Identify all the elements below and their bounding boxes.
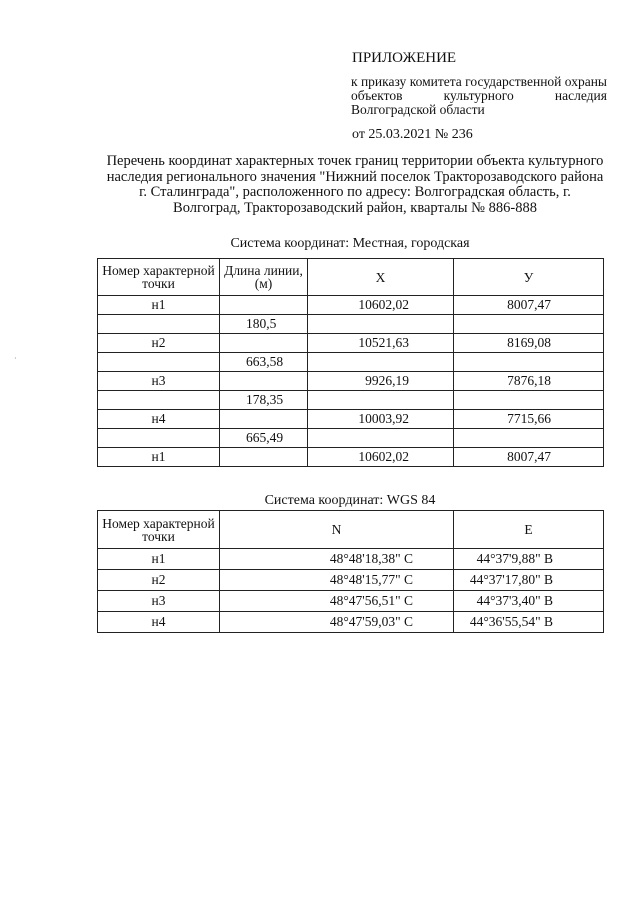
point-cell: н1 (98, 448, 220, 467)
length-cell (220, 372, 308, 391)
e-cell: 44°36'55,54" В (454, 612, 604, 633)
header-e: E (454, 511, 604, 549)
point-cell (98, 391, 220, 410)
local-coordinates-table (97, 258, 604, 467)
n-cell: 48°48'18,38" С (220, 549, 454, 570)
point-cell: н1 (98, 296, 220, 315)
document-title: Перечень координат характерных точек границ территории объекта культурного наследия регионального значения "Нижний поселок Тракторозаводского района г. Сталинграда", расположенного по адресу: Волгоградская область, г. Волгоград, Тракторозаводский район, кварталы № 886-888 (106, 153, 604, 216)
point-cell (98, 429, 220, 448)
length-cell (220, 448, 308, 467)
table-row (98, 429, 604, 448)
length-cell: 665,49 (220, 429, 308, 448)
length-cell: 178,35 (220, 391, 308, 410)
x-cell (308, 315, 454, 334)
table-row (98, 296, 604, 315)
x-cell: 9926,19 (308, 372, 454, 391)
length-cell: 180,5 (220, 315, 308, 334)
local-system-caption: Система координат: Местная, городская (230, 236, 470, 251)
n-cell: 48°47'59,03" С (220, 612, 454, 633)
header-y: У (454, 259, 604, 296)
y-cell: 7876,18 (454, 372, 604, 391)
y-cell: 8169,08 (454, 334, 604, 353)
n-cell: 48°48'15,77" С (220, 570, 454, 591)
y-cell (454, 353, 604, 372)
header-point: Номер характерной точки (98, 511, 220, 549)
table-row (98, 448, 604, 467)
point-cell: н3 (98, 591, 220, 612)
table-row (98, 372, 604, 391)
appendix-date: от 25.03.2021 № 236 (352, 127, 473, 142)
x-cell (308, 353, 454, 372)
length-cell (220, 410, 308, 429)
appendix-order-reference: к приказу комитета государственной охраны объектов культурного наследия Волгоградской области (351, 74, 607, 117)
point-cell (98, 353, 220, 372)
point-cell: н2 (98, 334, 220, 353)
table-row (98, 549, 604, 570)
table-header-row (98, 511, 604, 549)
e-cell: 44°37'9,88" В (454, 549, 604, 570)
table-row (98, 315, 604, 334)
x-cell (308, 391, 454, 410)
y-cell (454, 315, 604, 334)
x-cell: 10602,02 (308, 296, 454, 315)
header-n: N (220, 511, 454, 549)
point-cell: н4 (98, 410, 220, 429)
point-cell: н2 (98, 570, 220, 591)
table-row (98, 353, 604, 372)
x-cell: 10003,92 (308, 410, 454, 429)
point-cell: н3 (98, 372, 220, 391)
y-cell: 8007,47 (454, 296, 604, 315)
point-cell: н1 (98, 549, 220, 570)
point-cell (98, 315, 220, 334)
length-cell (220, 334, 308, 353)
e-cell: 44°37'17,80" В (454, 570, 604, 591)
wgs-system-caption: Система координат: WGS 84 (264, 493, 436, 508)
y-cell (454, 391, 604, 410)
e-cell: 44°37'3,40" В (454, 591, 604, 612)
table-row (98, 410, 604, 429)
header-length: Длина линии, (м) (220, 259, 308, 296)
length-cell: 663,58 (220, 353, 308, 372)
table-row (98, 591, 604, 612)
table-header-row (98, 259, 604, 296)
margin-mark: · (14, 354, 17, 363)
table-row (98, 391, 604, 410)
table-row (98, 334, 604, 353)
x-cell: 10602,02 (308, 448, 454, 467)
table-row (98, 570, 604, 591)
appendix-title: ПРИЛОЖЕНИЕ (352, 50, 457, 66)
y-cell: 7715,66 (454, 410, 604, 429)
y-cell: 8007,47 (454, 448, 604, 467)
wgs-coordinates-table (97, 510, 604, 633)
header-point: Номер характерной точки (98, 259, 220, 296)
table-row (98, 612, 604, 633)
length-cell (220, 296, 308, 315)
n-cell: 48°47'56,51" С (220, 591, 454, 612)
point-cell: н4 (98, 612, 220, 633)
y-cell (454, 429, 604, 448)
x-cell (308, 429, 454, 448)
header-x: X (308, 259, 454, 296)
x-cell: 10521,63 (308, 334, 454, 353)
